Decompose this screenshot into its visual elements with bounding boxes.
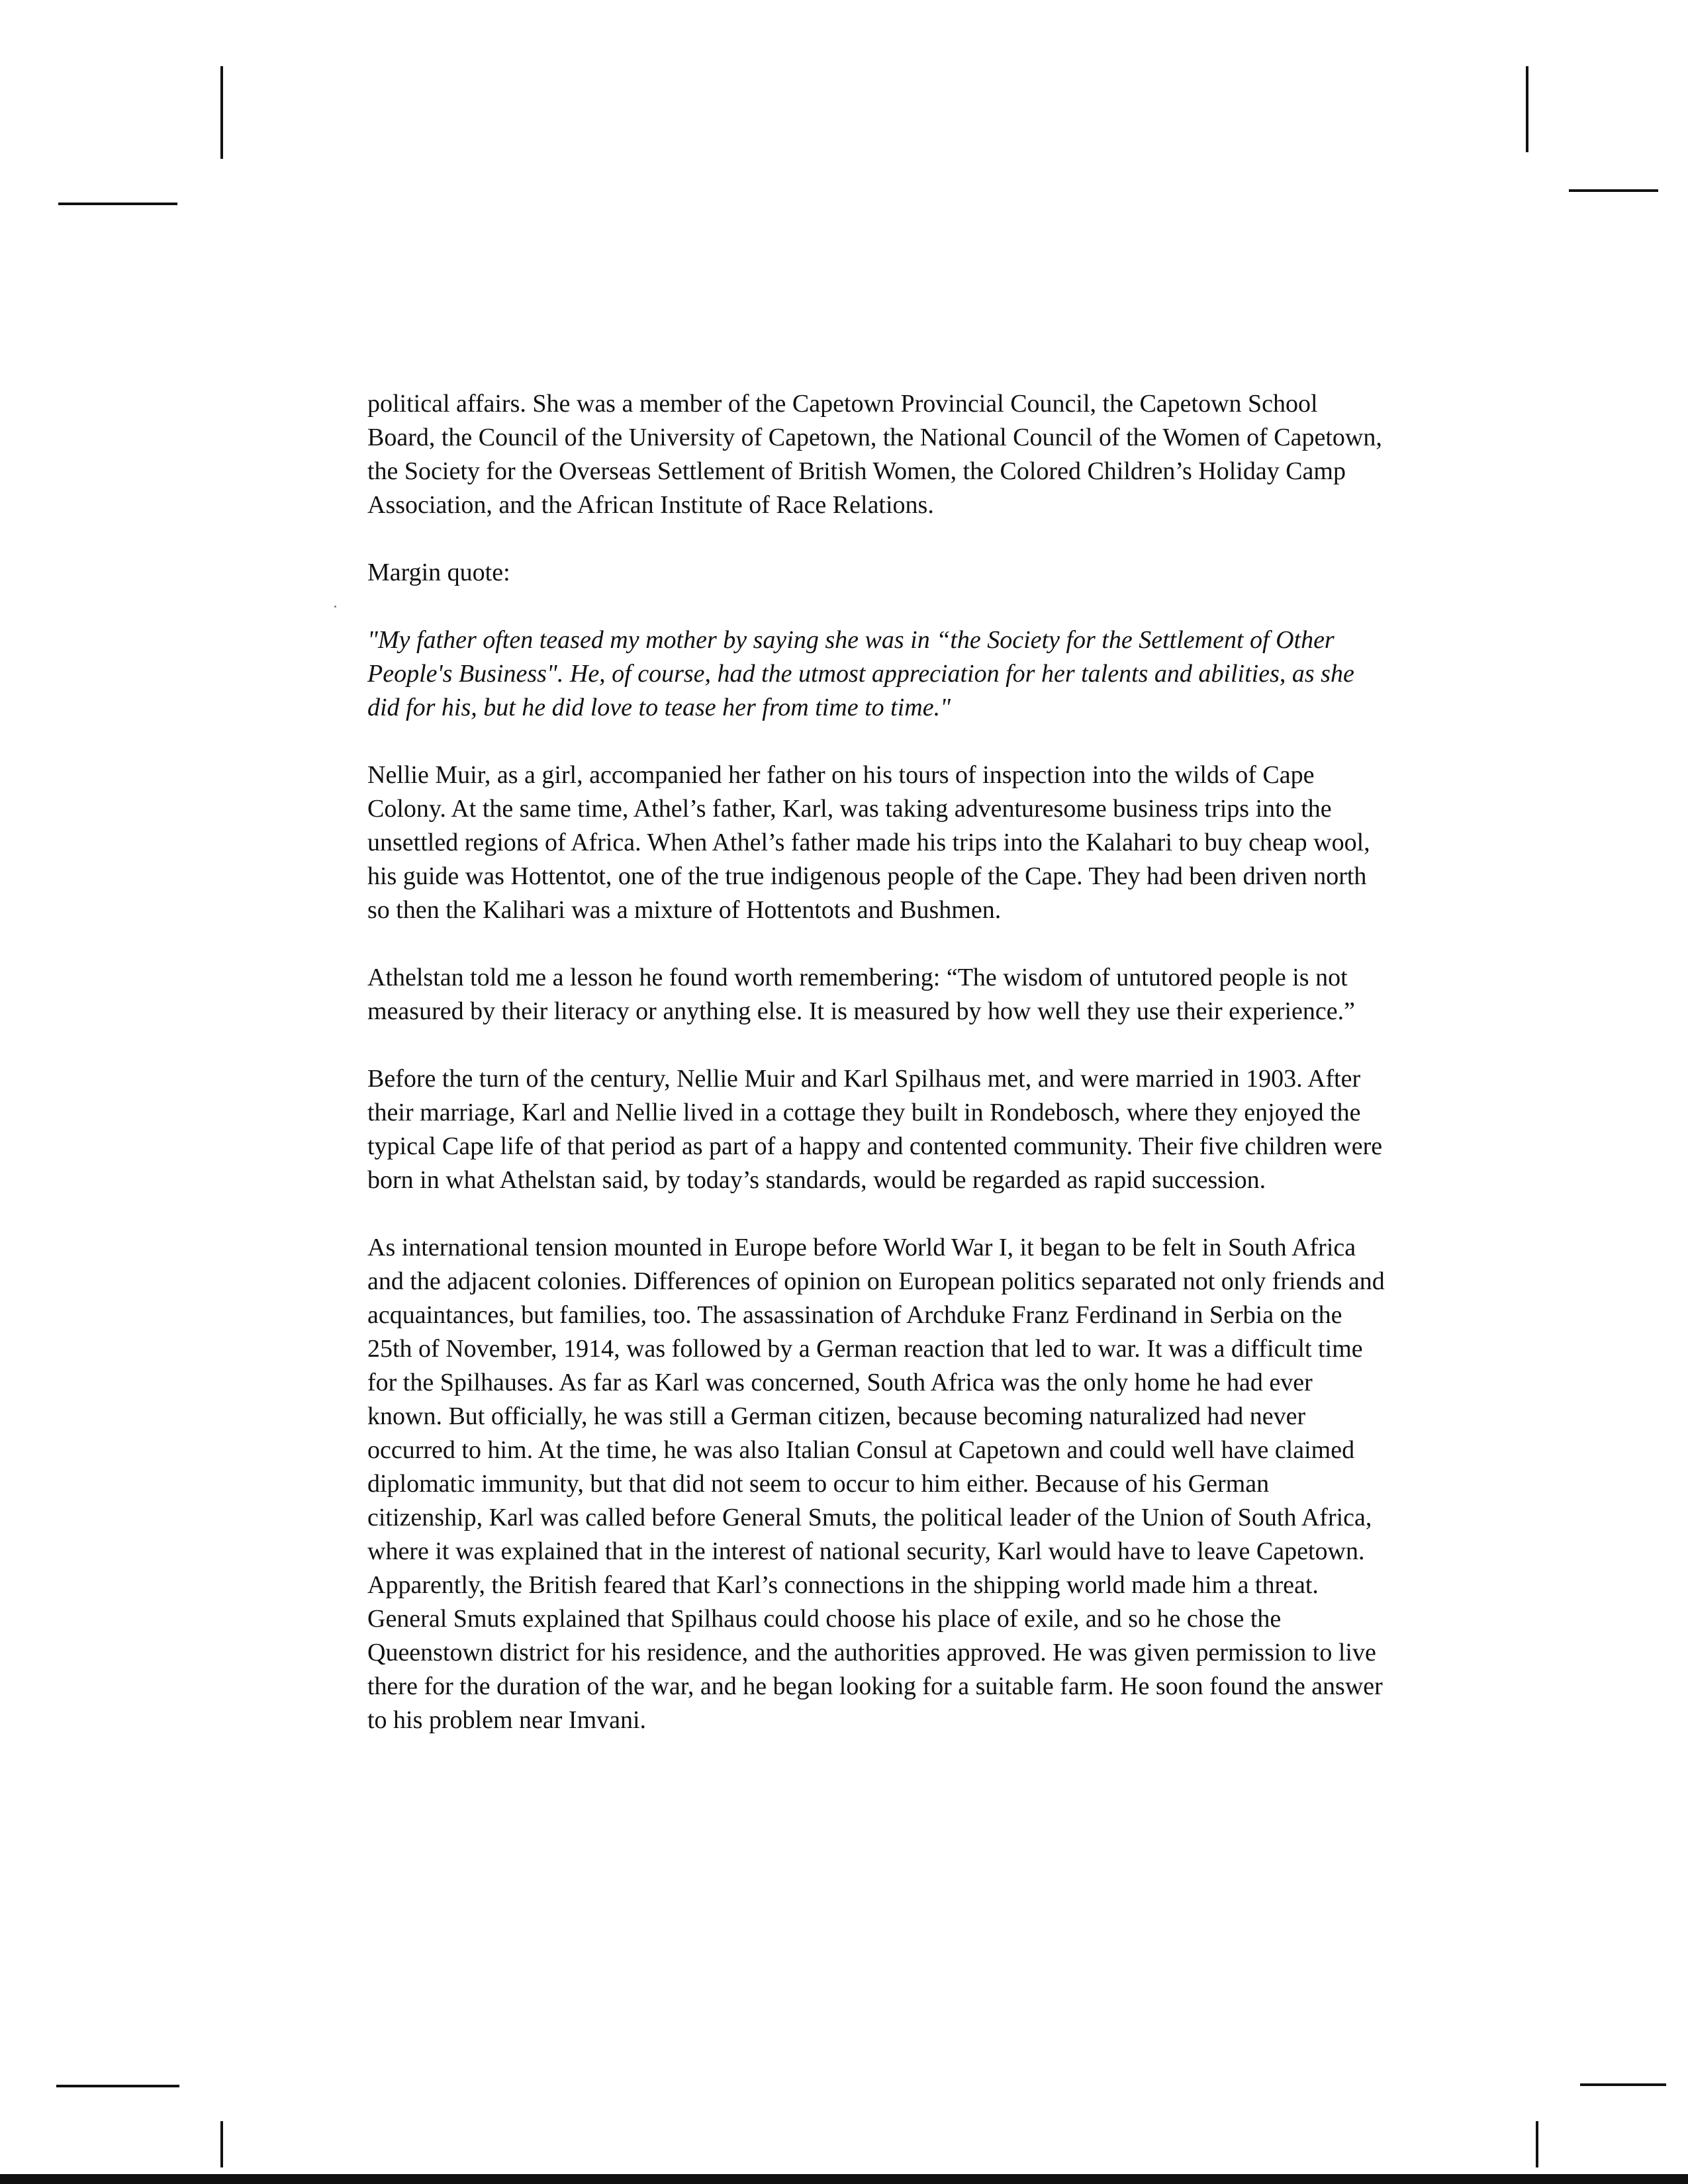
paragraph-world-war: As international tension mounted in Europe before World War I, it began to be felt in South Africa and the adjacent colonies. Differences of opinion on European politics separated not only friends and acquaintances, but families, too. The assassination of Archduke Franz Ferdinand in Serbia on the 25th of November, 1914, was followed by a German reaction that led to war. It was a difficult time for the Spilhauses. As far as Karl was concerned, South Africa was the only home he had ever known. But officially, he was still a German citizen, because becoming naturalized had never occurred to him. At the time, he was also Italian Consul at Capetown and could well have claimed diplomatic immunity, but that did not seem to occur to him either. Because of his German citizenship, Karl was called before General Smuts, the political leader of the Union of South Africa, where it was explained that in the interest of national security, Karl would have to leave Capetown. Apparently, the British feared that Karl’s connections in the shipping world made him a threat. General Smuts explained that Spilhaus could choose his place of exile, and so he chose the Queenstown district for his residence, and the authorities approved. He was given permission to live there for the duration of the war, and he began looking for a suitable farm. He soon found the answer to his problem near Imvani. <box>367 1234 1385 1734</box>
crop-mark-bottom-right-horizontal <box>1580 2083 1666 2086</box>
scan-bottom-edge <box>0 2174 1688 2184</box>
crop-mark-top-left-horizontal <box>58 203 177 205</box>
crop-mark-top-left-vertical <box>220 66 223 159</box>
crop-mark-bottom-right-vertical <box>1536 2121 1538 2167</box>
paragraph-marriage: Before the turn of the century, Nellie Muir and Karl Spilhaus met, and were married in 1903. After their marriage, Karl and Nellie lived in a cottage they built in Rondebosch, where they enjoyed the typical Cape life of that period as part of a happy and contented community. Their five children were born in what Athelstan said, by today’s standards, would be regarded as rapid succession. <box>367 1065 1383 1194</box>
crop-mark-top-right-vertical <box>1526 66 1528 152</box>
margin-quote-label: Margin quote: <box>367 559 510 586</box>
crop-mark-bottom-left-horizontal <box>56 2085 179 2087</box>
crop-mark-top-right-horizontal <box>1569 189 1658 192</box>
paragraph-political-affairs: political affairs. She was a member of the Capetown Provincial Council, the Capetown School Board, the Council of the University of Capetown, the National Council of the Women of Capetown, the Society for the Overseas Settlement of British Women, the Colored Children’s Holiday Camp Association, and the African Institute of Race Relations. <box>367 390 1382 519</box>
scan-speck <box>334 606 336 608</box>
paragraph-nellie-muir: Nellie Muir, as a girl, accompanied her father on his tours of inspection into the wilds of Cape Colony. At the same time, Athel’s father, Karl, was taking adventuresome business trips into the unsettled regions of Africa. When Athel’s father made his trips into the Kalahari to buy cheap wool, his guide was Hottentot, one of the true indigenous people of the Cape. They had been driven north so then the Kalihari was a mixture of Hottentots and Bushmen. <box>367 761 1370 924</box>
document-body <box>367 387 1387 1737</box>
margin-quote: "My father often teased my mother by saying she was in “the Society for the Settlement of Other People's Business". He, of course, had the utmost appreciation for her talents and abilities, as she did for his, but he did love to tease her from time to time." <box>367 626 1354 721</box>
crop-mark-bottom-left-vertical <box>220 2121 223 2167</box>
paragraph-athelstan-lesson: Athelstan told me a lesson he found worth remembering: “The wisdom of untutored people is not measured by their literacy or anything else. It is measured by how well they use their experience.” <box>367 964 1356 1025</box>
